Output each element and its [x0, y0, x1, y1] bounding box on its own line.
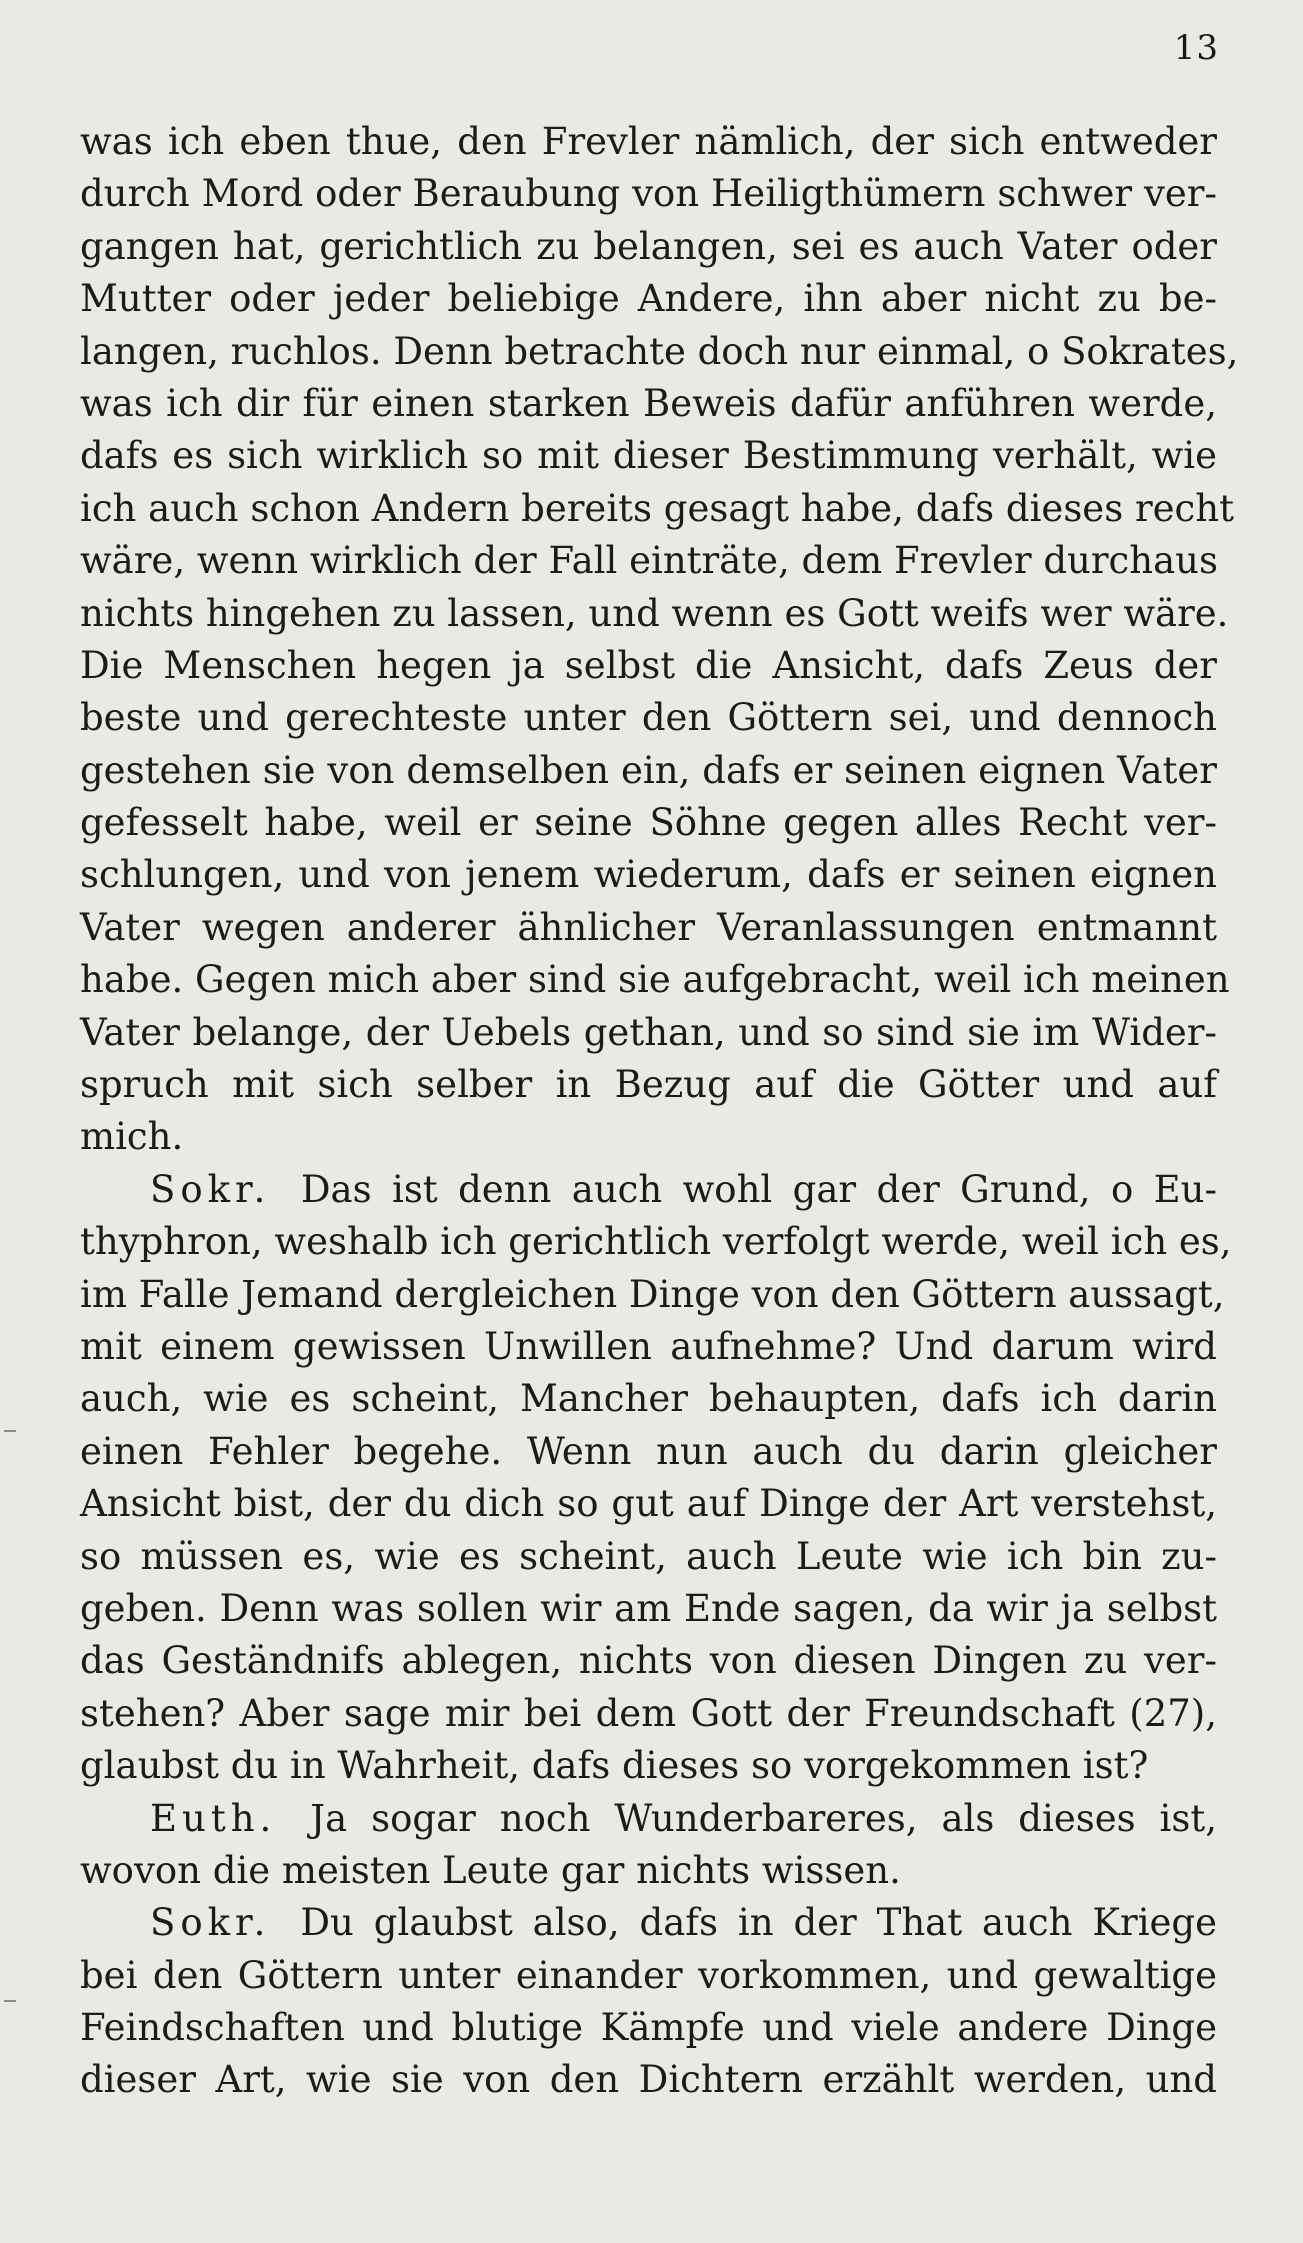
paragraph-sokrates: [80, 1897, 1217, 2107]
text-line: [80, 1164, 1217, 1216]
paragraph-continuation: [80, 116, 1239, 1164]
text-line: das Geständnifs ablegen, nichts von diesen Dingen zu ver-: [80, 1639, 1217, 1683]
text-line: gangen hat, gerichtlich zu belangen, sei es auch Vater oder: [80, 224, 1217, 268]
text-line: so müssen es, wie es scheint, auch Leute wie ich bin zu-: [80, 1534, 1217, 1578]
paragraph-sokrates: [80, 1164, 1232, 1793]
text-line: habe. Gegen mich aber sind sie aufgebracht, weil ich meinen: [80, 958, 1230, 1002]
text-line: dafs es sich wirklich so mit dieser Bestimmung verhält, wie: [80, 434, 1217, 478]
text-line: bei den Göttern unter einander vorkommen, und gewaltige: [80, 1953, 1217, 1997]
text-line: durch Mord oder Beraubung von Heiligthümern schwer ver-: [80, 172, 1217, 216]
text-line: [80, 1793, 1217, 1845]
text-line: [80, 1897, 1217, 1949]
text-line: Vater wegen anderer ähnlicher Veranlassungen entmannt: [80, 905, 1217, 949]
text-line: einen Fehler begehe. Wenn nun auch du darin gleicher: [80, 1429, 1217, 1473]
text-line: stehen? Aber sage mir bei dem Gott der Freundschaft (27),: [80, 1691, 1217, 1735]
text-line: glaubst du in Wahrheit, dafs dieses so vorgekommen ist?: [80, 1744, 1149, 1788]
text-line: Feindschaften und blutige Kämpfe und viele andere Dinge: [80, 2006, 1217, 2050]
text-line: langen, ruchlos. Denn betrachte doch nur einmal, o Sokrates,: [80, 329, 1239, 373]
text-line: schlungen, und von jenem wiederum, dafs er seinen eignen: [80, 853, 1217, 897]
speaker-label: Sokr.: [150, 1901, 271, 1945]
text-line: wovon die meisten Leute gar nichts wissen.: [80, 1848, 901, 1892]
text-line: Mutter oder jeder beliebige Andere, ihn aber nicht zu be-: [80, 277, 1217, 321]
text-line: Vater belange, der Uebels gethan, und so sind sie im Wider-: [80, 1010, 1217, 1054]
body-text: [80, 116, 1239, 2107]
margin-tick-mark: [4, 2000, 16, 2002]
text-line: im Falle Jemand dergleichen Dinge von den Göttern aussagt,: [80, 1272, 1225, 1316]
text-line: ich auch schon Andern bereits gesagt habe, dafs dieses recht: [80, 486, 1234, 530]
text-segment: Das ist denn auch wohl gar der Grund, o Eu-: [300, 1167, 1217, 1211]
text-line: Die Menschen hegen ja selbst die Ansicht, dafs Zeus der: [80, 643, 1217, 687]
text-line: was ich eben thue, den Frevler nämlich, der sich entweder: [80, 120, 1217, 163]
margin-tick-mark: [4, 1430, 16, 1432]
text-line: mit einem gewissen Unwillen aufnehme? Und darum wird: [80, 1324, 1217, 1368]
text-line: nichts hingehen zu lassen, und wenn es Gott weifs wer wäre.: [80, 591, 1229, 635]
text-line: gefesselt habe, weil er seine Söhne gegen alles Recht ver-: [80, 801, 1217, 845]
text-line: was ich dir für einen starken Beweis dafür anführen werde,: [80, 381, 1217, 425]
text-line: thyphron, weshalb ich gerichtlich verfolgt werde, weil ich es,: [80, 1220, 1232, 1264]
text-line: Ansicht bist, der du dich so gut auf Dinge der Art verstehst,: [80, 1482, 1217, 1526]
speaker-label: Euth.: [150, 1796, 277, 1840]
paragraph-euthyphron: [80, 1793, 1217, 1898]
text-line: mich.: [80, 1115, 184, 1159]
text-line: wäre, wenn wirklich der Fall einträte, dem Frevler durchaus: [80, 539, 1218, 583]
page-number: 13: [1173, 28, 1219, 68]
text-line: auch, wie es scheint, Mancher behaupten, dafs ich darin: [80, 1377, 1217, 1421]
text-line: gestehen sie von demselben ein, dafs er seinen eignen Vater: [80, 748, 1217, 792]
text-segment: Ja sogar noch Wunderbareres, als dieses ist,: [310, 1796, 1217, 1840]
text-segment: Du glaubst also, dafs in der That auch Kriege: [300, 1901, 1218, 1945]
text-line: geben. Denn was sollen wir am Ende sagen, da wir ja selbst: [80, 1586, 1217, 1630]
speaker-label: Sokr.: [150, 1167, 271, 1211]
text-line: beste und gerechteste unter den Göttern sei, und dennoch: [80, 696, 1217, 740]
text-line: spruch mit sich selber in Bezug auf die Götter und auf: [80, 1063, 1217, 1107]
text-line: dieser Art, wie sie von den Dichtern erzählt werden, und: [80, 2058, 1217, 2102]
